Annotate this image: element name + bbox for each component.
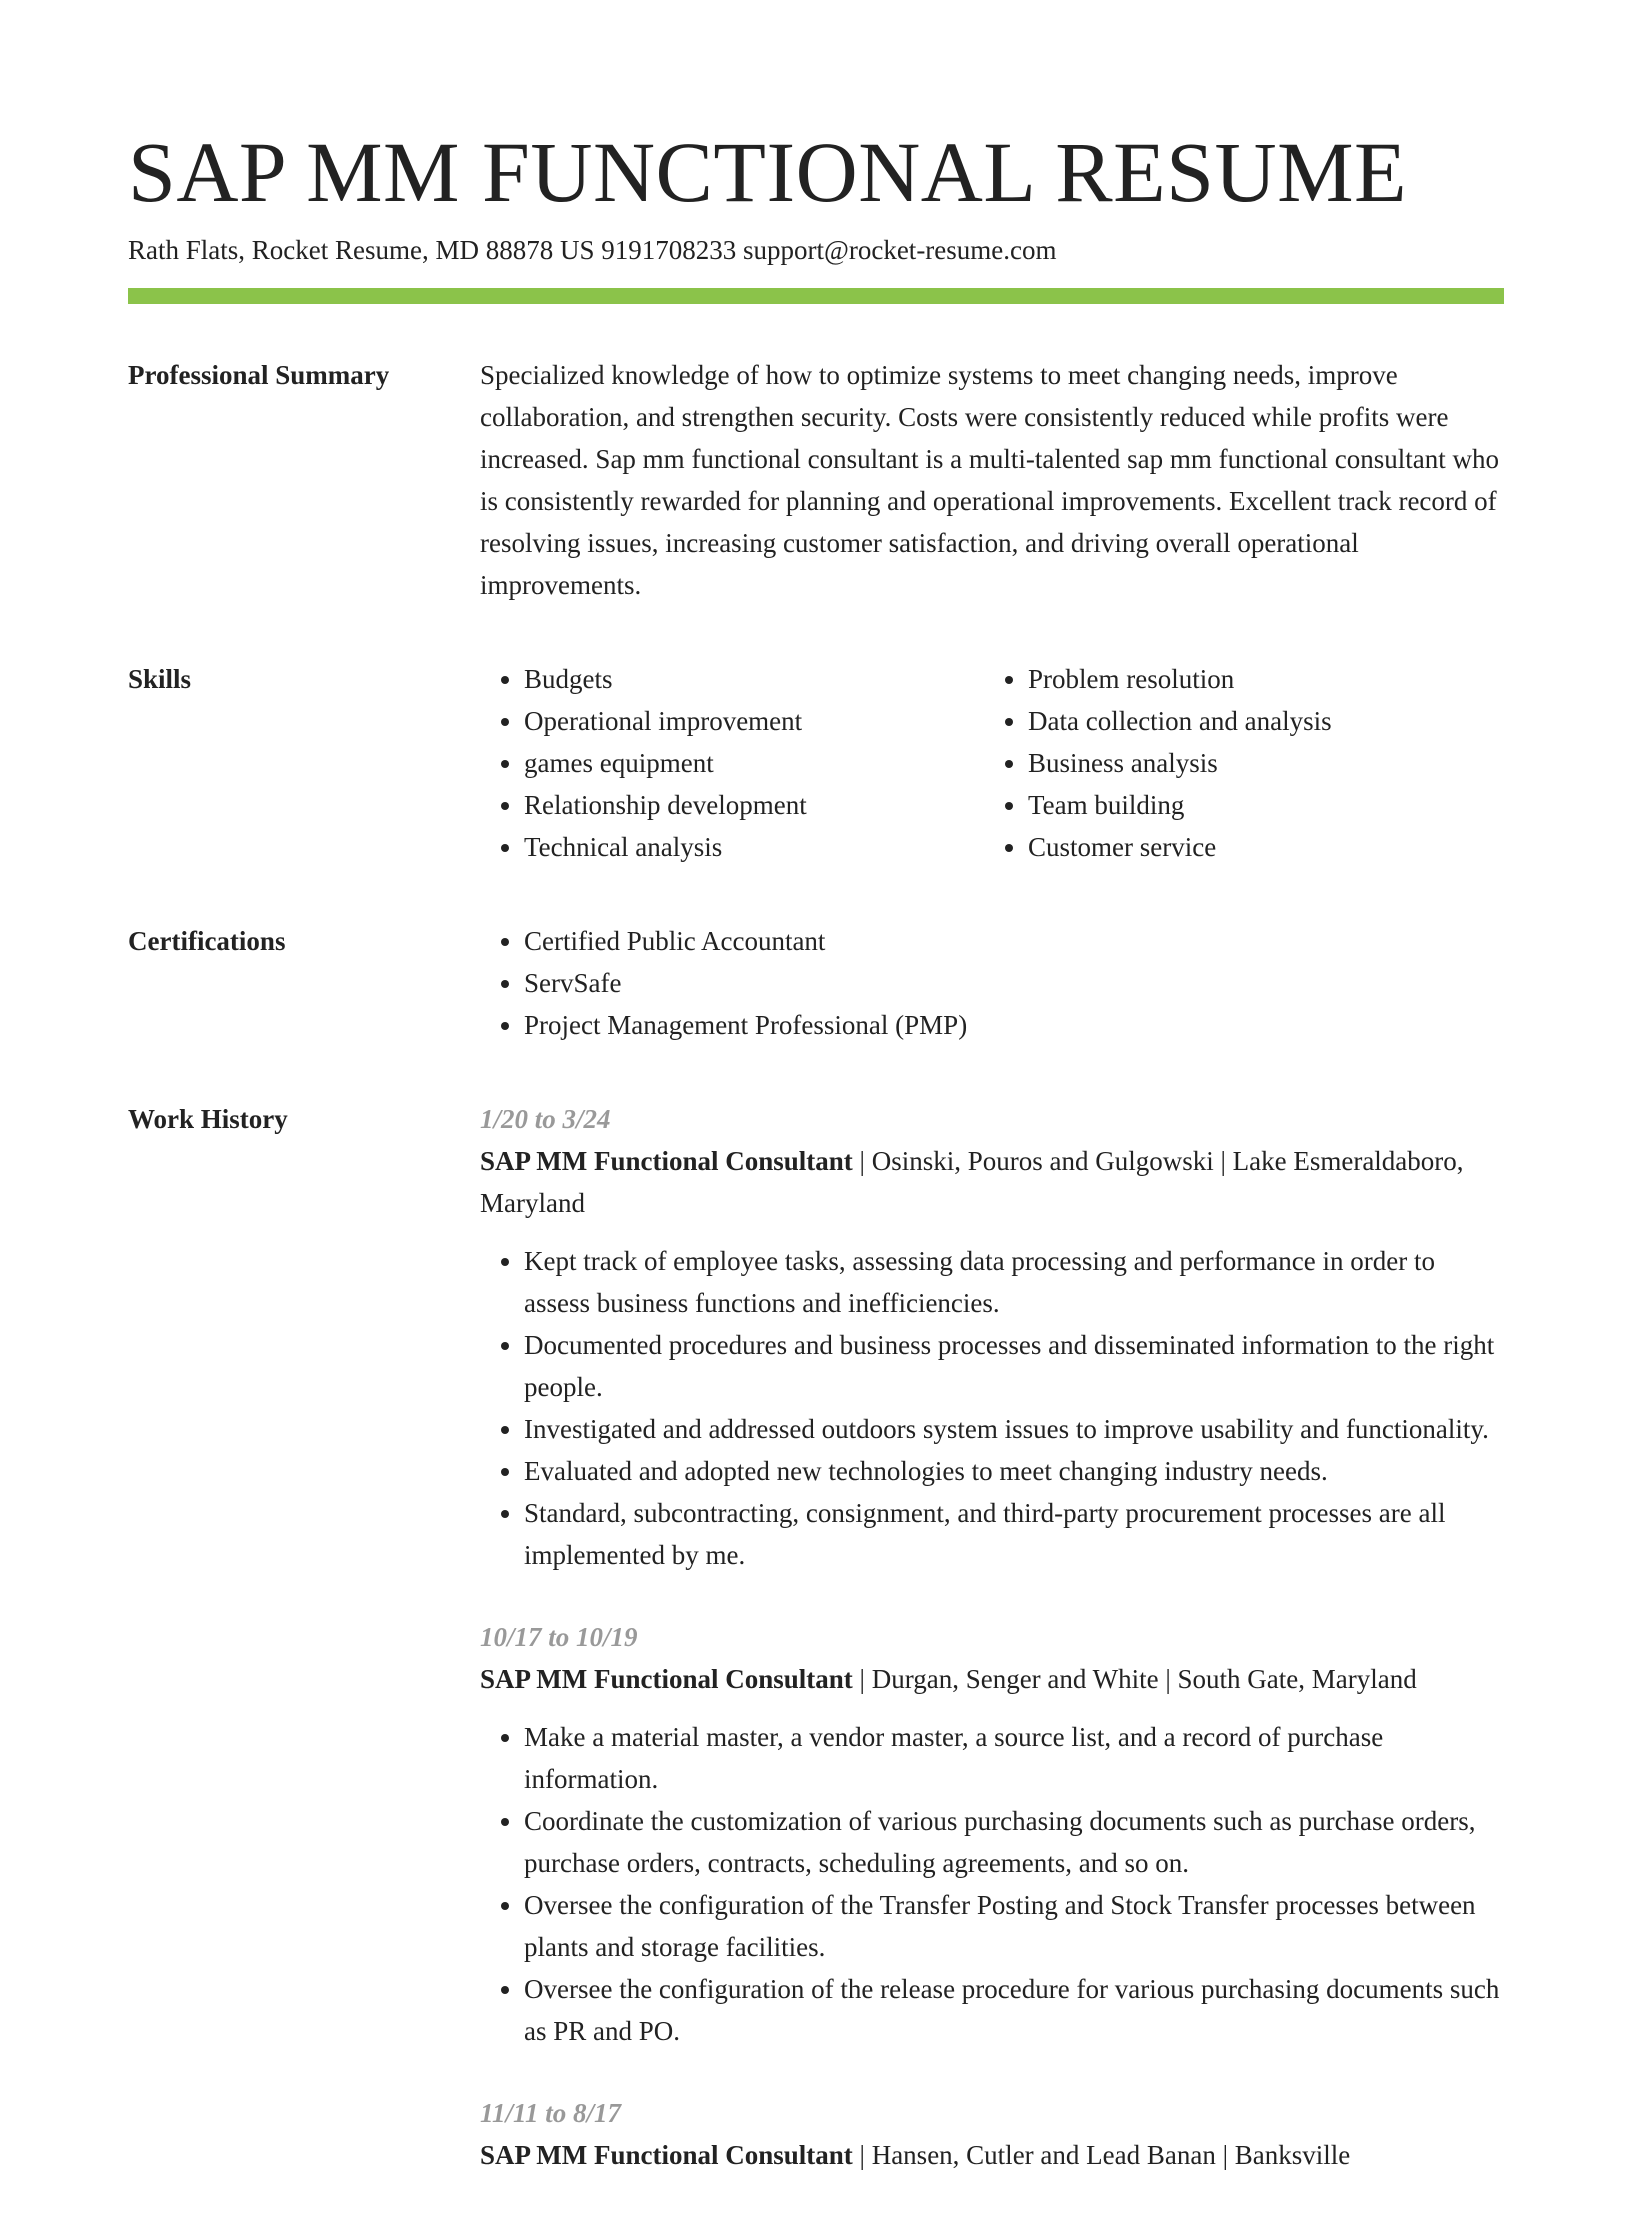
- certification-item: • Certified Public Accountant: [524, 920, 1504, 962]
- skill-item: • Problem resolution: [1028, 658, 1504, 700]
- job-title: SAP MM Functional Consultant: [480, 1146, 853, 1176]
- job-bullet: • Oversee the configuration of the Transfer Posting and Stock Transfer processes between plants and storage facilities.: [524, 1884, 1504, 1968]
- skills-section: [128, 658, 1504, 868]
- skill-item: • Relationship development: [524, 784, 984, 826]
- skill-item: • Operational improvement: [524, 700, 984, 742]
- job-entry: [480, 1616, 1504, 2052]
- section-content: [480, 1098, 1504, 2216]
- skill-item: • Budgets: [524, 658, 984, 700]
- job-employer-location: | Osinski, Pouros and Gulgowski | Lake Esmeraldaboro, Maryland: [480, 1146, 1464, 1218]
- job-bullet: • Documented procedures and business processes and disseminated information to the right people.: [524, 1324, 1504, 1408]
- job-bullet: • Make a material master, a vendor master, a source list, and a record of purchase information.: [524, 1716, 1504, 1800]
- job-bullet: • Oversee the configuration of the release procedure for various purchasing documents such as PR and PO.: [524, 1968, 1504, 2052]
- skill-item: • Data collection and analysis: [1028, 700, 1504, 742]
- job-heading: [480, 1140, 1504, 1224]
- job-employer-location: | Hansen, Cutler and Lead Banan | Banksville: [852, 2140, 1351, 2170]
- job-bullet: • Kept track of employee tasks, assessing data processing and performance in order to assess business functions and inefficiencies.: [524, 1240, 1504, 1324]
- job-heading: [480, 2134, 1504, 2176]
- resume-title: SAP MM FUNCTIONAL RESUME: [128, 124, 1408, 220]
- job-bullets: [480, 1716, 1504, 2052]
- job-bullet: • Evaluated and adopted new technologies to meet changing industry needs.: [524, 1450, 1504, 1492]
- skill-item: • games equipment: [524, 742, 984, 784]
- job-title: SAP MM Functional Consultant: [480, 2140, 853, 2170]
- skill-item: • Technical analysis: [524, 826, 984, 868]
- skill-item: • Business analysis: [1028, 742, 1504, 784]
- skills-list-left: [480, 658, 984, 868]
- job-dates: 10/17 to 10/19: [480, 1622, 638, 1652]
- resume-page: [128, 124, 1504, 2216]
- job-entry: [480, 2092, 1504, 2176]
- job-dates: 11/11 to 8/17: [480, 2098, 622, 2128]
- contact-line: Rath Flats, Rocket Resume, MD 88878 US 9191708233 support@rocket-resume.com: [128, 235, 1057, 265]
- certifications-list: [480, 920, 1504, 1046]
- skill-item: • Team building: [1028, 784, 1504, 826]
- section-content: [480, 354, 1504, 606]
- job-heading: [480, 1658, 1504, 1700]
- job-employer-location: | Durgan, Senger and White | South Gate, Maryland: [852, 1664, 1417, 1694]
- job-dates: 1/20 to 3/24: [480, 1104, 611, 1134]
- section-label: Work History: [128, 1104, 288, 1134]
- skills-columns: [480, 658, 1504, 868]
- certifications-section: [128, 920, 1504, 1046]
- certification-item: • ServSafe: [524, 962, 1504, 1004]
- section-label: Skills: [128, 664, 192, 694]
- accent-divider: [128, 288, 1504, 304]
- section-label: Professional Summary: [128, 360, 390, 390]
- certification-item: • Project Management Professional (PMP): [524, 1004, 1504, 1046]
- job-bullets: [480, 1240, 1504, 1576]
- job-bullet: • Coordinate the customization of various purchasing documents such as purchase orders, purchase orders, contracts, scheduling agreements, and so on.: [524, 1800, 1504, 1884]
- summary-text: Specialized knowledge of how to optimize systems to meet changing needs, improve collaboration, and strengthen security. Costs were consistently reduced while profits were increased. Sap mm functional consultant is a multi-talented sap mm functional consultant who is consistently rewarded for planning and operational improvements. Excellent track record of resolving issues, increasing customer satisfaction, and driving overall operational improvements.: [480, 360, 1500, 600]
- job-bullet: • Investigated and addressed outdoors system issues to improve usability and functionality.: [524, 1408, 1504, 1450]
- job-bullet: • Standard, subcontracting, consignment, and third-party procurement processes are all implemented by me.: [524, 1492, 1504, 1576]
- summary-section: [128, 354, 1504, 606]
- job-title: SAP MM Functional Consultant: [480, 1664, 853, 1694]
- section-content: [480, 920, 1504, 1046]
- skill-item: • Customer service: [1028, 826, 1504, 868]
- section-label: Certifications: [128, 926, 286, 956]
- skills-list-right: [984, 658, 1504, 868]
- work-history-section: [128, 1098, 1504, 2216]
- job-entry: [480, 1098, 1504, 1576]
